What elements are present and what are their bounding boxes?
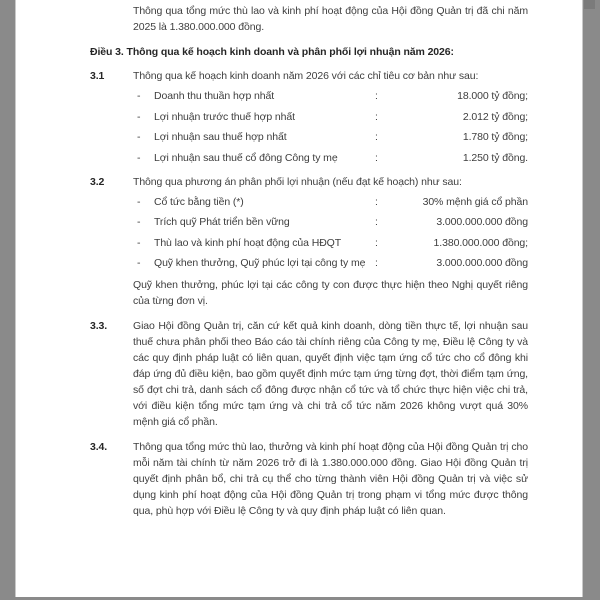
section-3-4 (90, 439, 528, 519)
colon-separator: : (375, 131, 378, 143)
scan-artifact (584, 0, 595, 9)
section-number: 3.2 (90, 175, 105, 188)
list-item (90, 109, 528, 125)
list-item (90, 88, 528, 104)
item-label: Lợi nhuận sau thuế cổ đông Công ty mẹ (154, 151, 338, 164)
section-paragraph: Giao Hội đồng Quản trị, căn cứ kết quả kinh doanh, dòng tiền thực tế, lợi nhuận sau thuế chưa phân phối theo Báo cáo tài chính riêng của Công ty mẹ, Điều lệ Công ty và các quy định pháp luật có liên quan, quyết định việc tạm ứng cổ tức cho cổ đông khi đáp ứng đủ điều kiện, bao gồm quyết định mức tạm ứng từng đợt, thời điểm tạm ứng, số đợt chi trả, danh sách cổ đông được nhận cổ tức và tổ chức thực hiện việc chi trả, với điều kiện tổng mức tạm ứng và chi trả cổ tức năm 2026 không vượt quá 30% mệnh giá cổ phần. (133, 320, 528, 428)
distribution-list (90, 194, 528, 272)
item-label: Lợi nhuận trước thuế hợp nhất (154, 110, 295, 123)
colon-separator: : (375, 151, 378, 164)
list-item (90, 255, 528, 271)
section-3-2 (90, 174, 528, 310)
section-number: 3.1 (90, 70, 105, 82)
dash-bullet: - (137, 257, 141, 269)
item-value: 3.000.000.000 đồng (436, 257, 528, 269)
dash-bullet: - (137, 195, 141, 208)
section-number: 3.4. (90, 441, 108, 453)
item-value: 2.012 tỷ đồng; (462, 110, 528, 123)
item-label: Cổ tức bằng tiền (*) (154, 195, 244, 208)
section-3-3 (90, 318, 528, 430)
colon-separator: : (375, 236, 378, 249)
list-item (90, 235, 528, 251)
item-label: Trích quỹ Phát triển bền vững (154, 216, 290, 228)
item-label: Thù lao và kinh phí hoạt động của HĐQT (154, 236, 342, 249)
intro-paragraph: Thông qua tổng mức thù lao và kinh phí hoạt động của Hội đồng Quản trị đã chi năm 2025 là 1.380.000.000 đồng. (133, 5, 528, 33)
item-label: Quỹ khen thưởng, Quỹ phúc lợi tại công ty mẹ (154, 257, 366, 269)
kpi-list (90, 88, 528, 166)
list-item (90, 129, 528, 145)
colon-separator: : (375, 110, 378, 123)
item-label: Doanh thu thuần hợp nhất (154, 90, 275, 102)
list-item (90, 214, 528, 230)
dash-bullet: - (137, 216, 141, 228)
dash-bullet: - (137, 90, 141, 102)
section-lead-text: Thông qua phương án phân phối lợi nhuận (nếu đạt kế hoạch) như sau: (133, 175, 462, 188)
document-page (15, 0, 583, 597)
item-value: 18.000 tỷ đồng; (457, 90, 528, 102)
colon-separator: : (375, 90, 378, 102)
dash-bullet: - (137, 236, 141, 249)
page-content (15, 0, 583, 519)
list-item (90, 150, 528, 166)
item-value: 3.000.000.000 đồng (436, 216, 528, 228)
list-item (90, 194, 528, 210)
subsidiaries-note: Quỹ khen thưởng, phúc lợi tại các công ty con được thực hiện theo Nghị quyết riêng của từng đơn vị. (133, 279, 528, 307)
section-3-1 (90, 68, 528, 166)
colon-separator: : (375, 195, 378, 208)
item-value: 1.380.000.000 đồng; (433, 236, 528, 249)
item-label: Lợi nhuận sau thuế hợp nhất (154, 131, 287, 143)
section-number: 3.3. (90, 320, 108, 332)
dash-bullet: - (137, 151, 141, 164)
colon-separator: : (375, 257, 378, 269)
article-heading: Điều 3. Thông qua kế hoạch kinh doanh và phân phối lợi nhuận năm 2026: (90, 46, 454, 58)
dash-bullet: - (137, 131, 141, 143)
colon-separator: : (375, 216, 378, 228)
item-value: 30% mệnh giá cổ phần (422, 195, 528, 208)
section-lead-text: Thông qua kế hoạch kinh doanh năm 2026 với các chỉ tiêu cơ bản như sau: (133, 70, 479, 82)
item-value: 1.780 tỷ đồng; (462, 131, 528, 143)
item-value: 1.250 tỷ đồng. (462, 151, 528, 164)
dash-bullet: - (137, 110, 141, 123)
section-paragraph: Thông qua tổng mức thù lao, thưởng và kinh phí hoạt động của Hội đồng Quản trị cho mỗi năm tài chính từ năm 2026 trở đi là 1.380.000.000 đồng. Giao Hội đồng Quản trị quyết định phân bổ, chi trả cụ thể cho từng thành viên Hội đồng Quản trị và việc sử dụng kinh phí hoạt động của Hội đồng Quản trị trong phạm vi tổng mức được thông qua, phù hợp với Điều lệ Công ty và quy định pháp luật có liên quan. (133, 441, 528, 517)
